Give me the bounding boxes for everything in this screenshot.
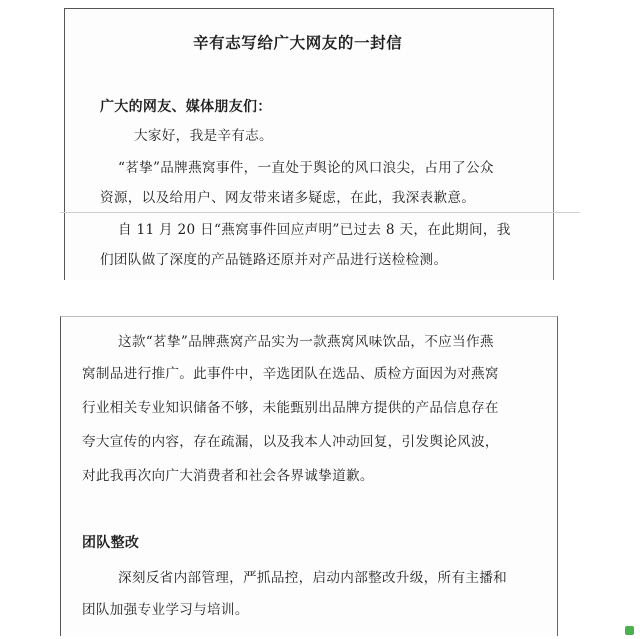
section-text-line: 深刻反省内部管理，严抓品控，启动内部整改升级，所有主播和 (118, 570, 508, 586)
paragraph-line: 窝制品进行推广。此事件中，辛选团队在选品、质检方面因为对燕窝 (82, 366, 499, 382)
paragraph-line: 们团队做了深度的产品链路还原并对产品进行送检检测。 (100, 252, 448, 268)
paragraph-line: 这款“茗挚”品牌燕窝产品实为一款燕窝风味饮品，不应当作燕 (118, 334, 494, 350)
paragraph-line: 对此我再次向广大消费者和社会各界诚挚道歉。 (82, 468, 374, 484)
section-text-line: 团队加强专业学习与培训。 (82, 602, 249, 618)
paragraph-line: 资源，以及给用户、网友带来诸多疑虑，在此，我深表歉意。 (100, 190, 476, 206)
paragraph-line: 自 11 月 20 日“燕窝事件回应声明”已过去 8 天，在此期间，我 (118, 222, 511, 238)
paragraph-line: 大家好，我是辛有志。 (134, 128, 273, 144)
section-heading: 团队整改 (82, 535, 140, 551)
paragraph-line: 夸大宣传的内容，存在疏漏，以及我本人冲动回复，引发舆论风波， (82, 434, 499, 450)
salutation: 广大的网友、媒体朋友们： (100, 99, 272, 115)
watermark-icon (625, 626, 634, 635)
paragraph-line: “茗挚”品牌燕窝事件，一直处于舆论的风口浪尖，占用了公众 (118, 160, 494, 176)
scan-line (60, 212, 580, 213)
letter-title: 辛有志写给广大网友的一封信 (193, 33, 403, 52)
paragraph-line: 行业相关专业知识储备不够，未能甄别出品牌方提供的产品信息存在 (82, 400, 499, 416)
